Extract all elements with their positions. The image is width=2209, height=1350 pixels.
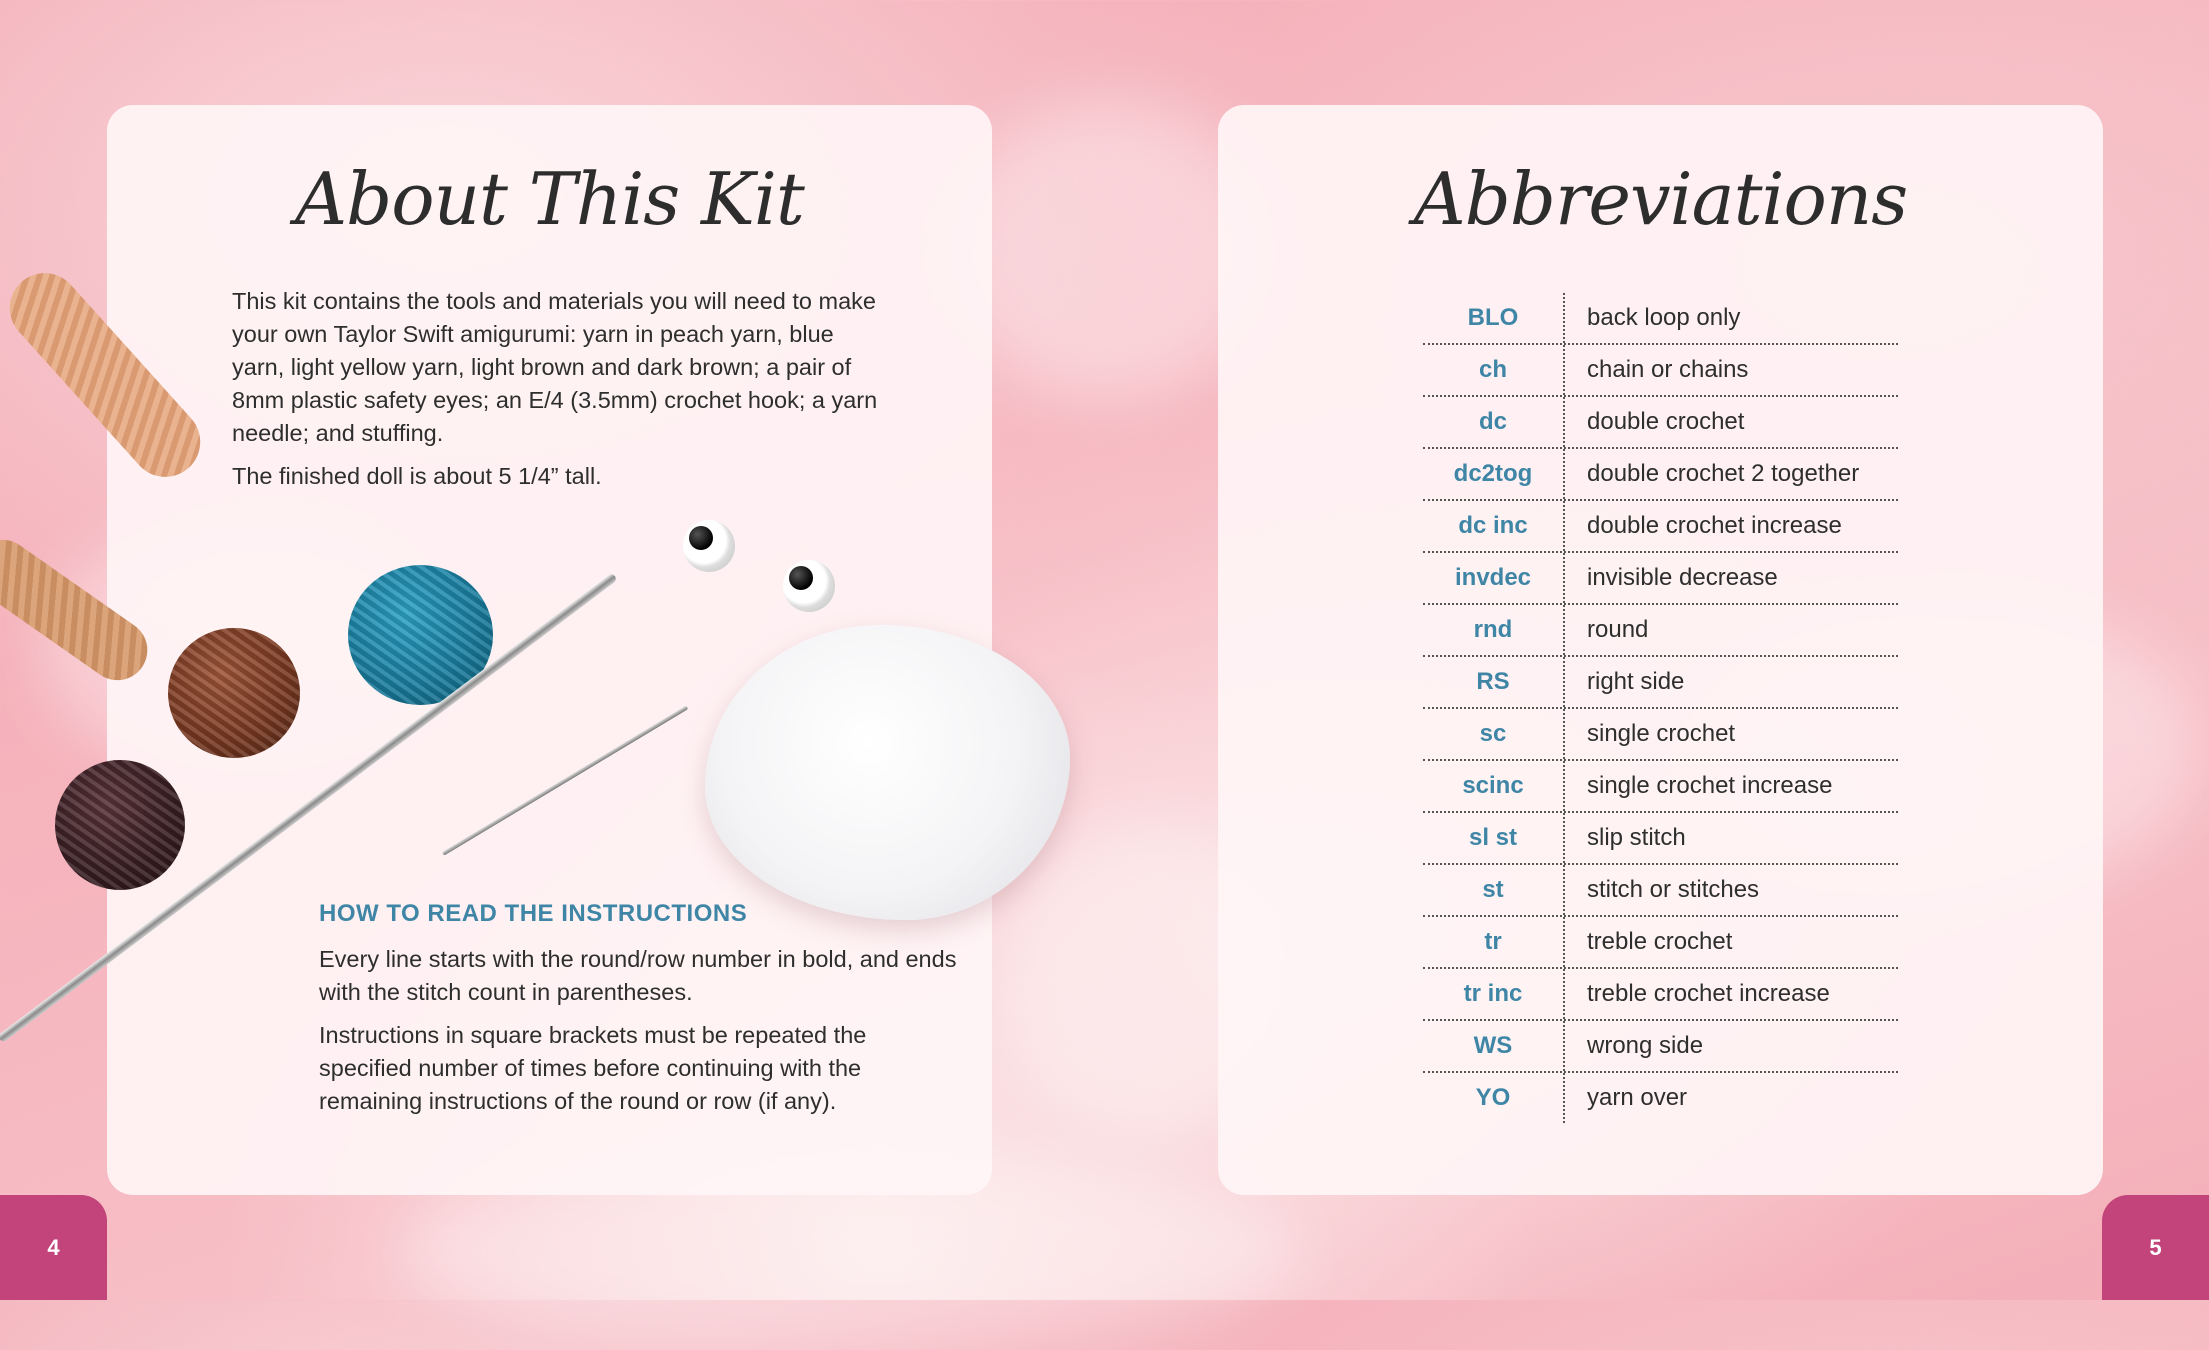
abbreviation-meaning: round bbox=[1587, 616, 1649, 643]
page-number-left: 4 bbox=[0, 1195, 107, 1300]
abbreviation-term: WS bbox=[1423, 1021, 1565, 1071]
abbreviation-term: invdec bbox=[1423, 553, 1565, 603]
abbreviation-row bbox=[1423, 865, 1898, 917]
right-page-panel bbox=[1218, 105, 2103, 1195]
abbreviation-meaning: wrong side bbox=[1587, 1032, 1704, 1059]
abbreviation-row bbox=[1423, 605, 1898, 657]
abbreviation-meaning: chain or chains bbox=[1587, 356, 1749, 383]
howto-paragraph: Every line starts with the round/row number in bold, and ends with the stitch count in parentheses. bbox=[319, 946, 957, 1005]
abbreviation-term: dc inc bbox=[1423, 501, 1565, 551]
howto-text bbox=[319, 943, 959, 1128]
abbreviation-term: scinc bbox=[1423, 761, 1565, 811]
abbreviation-meaning: slip stitch bbox=[1587, 824, 1686, 851]
abbreviation-meaning: double crochet bbox=[1587, 408, 1745, 435]
abbreviation-term: tr inc bbox=[1423, 969, 1565, 1019]
abbreviation-term: RS bbox=[1423, 657, 1565, 707]
page-number-right: 5 bbox=[2102, 1195, 2209, 1300]
abbreviation-term: tr bbox=[1423, 917, 1565, 967]
abbreviation-meaning: yarn over bbox=[1587, 1084, 1688, 1111]
abbreviation-row bbox=[1423, 709, 1898, 761]
safety-eye-icon bbox=[783, 560, 835, 612]
abbreviation-row bbox=[1423, 657, 1898, 709]
abbreviation-row bbox=[1423, 397, 1898, 449]
abbreviation-meaning: single crochet bbox=[1587, 720, 1736, 747]
safety-eye-icon bbox=[683, 520, 735, 572]
abbreviation-term: rnd bbox=[1423, 605, 1565, 655]
intro-paragraph: The finished doll is about 5 1/4” tall. bbox=[232, 463, 602, 489]
page-title: Abbreviations bbox=[1413, 157, 1908, 241]
abbreviation-row bbox=[1423, 293, 1898, 345]
abbreviation-term: st bbox=[1423, 865, 1565, 915]
abbreviation-row bbox=[1423, 969, 1898, 1021]
abbreviation-row bbox=[1423, 813, 1898, 865]
stuffing-cloud-icon bbox=[705, 625, 1070, 920]
abbreviation-term: ch bbox=[1423, 345, 1565, 395]
abbreviation-term: BLO bbox=[1423, 293, 1565, 343]
dark-brown-yarn-ball-icon bbox=[55, 760, 185, 890]
abbreviation-row bbox=[1423, 501, 1898, 553]
abbreviation-term: dc2tog bbox=[1423, 449, 1565, 499]
abbreviation-term: sl st bbox=[1423, 813, 1565, 863]
abbreviation-row bbox=[1423, 345, 1898, 397]
abbreviation-row bbox=[1423, 917, 1898, 969]
abbreviation-meaning: single crochet increase bbox=[1587, 772, 1833, 799]
howto-paragraph: Instructions in square brackets must be repeated the specified number of times before continuing with the remaining instructions of the round or row (if any). bbox=[319, 1022, 867, 1114]
kit-intro bbox=[232, 285, 892, 503]
abbreviation-row bbox=[1423, 761, 1898, 813]
abbreviation-row bbox=[1423, 1021, 1898, 1073]
abbreviation-term: YO bbox=[1423, 1073, 1565, 1123]
howto-heading: HOW TO READ THE INSTRUCTIONS bbox=[319, 900, 748, 927]
abbreviation-row bbox=[1423, 449, 1898, 501]
abbreviation-meaning: double crochet 2 together bbox=[1587, 460, 1860, 487]
abbreviation-row bbox=[1423, 1073, 1898, 1123]
abbreviation-meaning: back loop only bbox=[1587, 304, 1741, 331]
page-title: About This Kit bbox=[295, 157, 804, 241]
abbreviations-table bbox=[1423, 293, 1898, 1123]
abbreviation-meaning: treble crochet increase bbox=[1587, 980, 1830, 1007]
abbreviation-term: sc bbox=[1423, 709, 1565, 759]
abbreviation-row bbox=[1423, 553, 1898, 605]
abbreviation-meaning: right side bbox=[1587, 668, 1685, 695]
abbreviation-term: dc bbox=[1423, 397, 1565, 447]
abbreviation-meaning: stitch or stitches bbox=[1587, 876, 1760, 903]
abbreviation-meaning: treble crochet bbox=[1587, 928, 1733, 955]
brown-yarn-ball-icon bbox=[168, 628, 300, 758]
abbreviation-meaning: invisible decrease bbox=[1587, 564, 1778, 591]
intro-paragraph: This kit contains the tools and materials you will need to make your own Taylor Swift amigurumi: yarn in peach yarn, blue yarn, light yellow yarn, light brown and dark brown; a pair of 8mm plastic safety eyes; an E/4 (3.5mm) crochet hook; a yarn needle; and stuffing. bbox=[232, 288, 878, 446]
abbreviation-meaning: double crochet increase bbox=[1587, 512, 1842, 539]
